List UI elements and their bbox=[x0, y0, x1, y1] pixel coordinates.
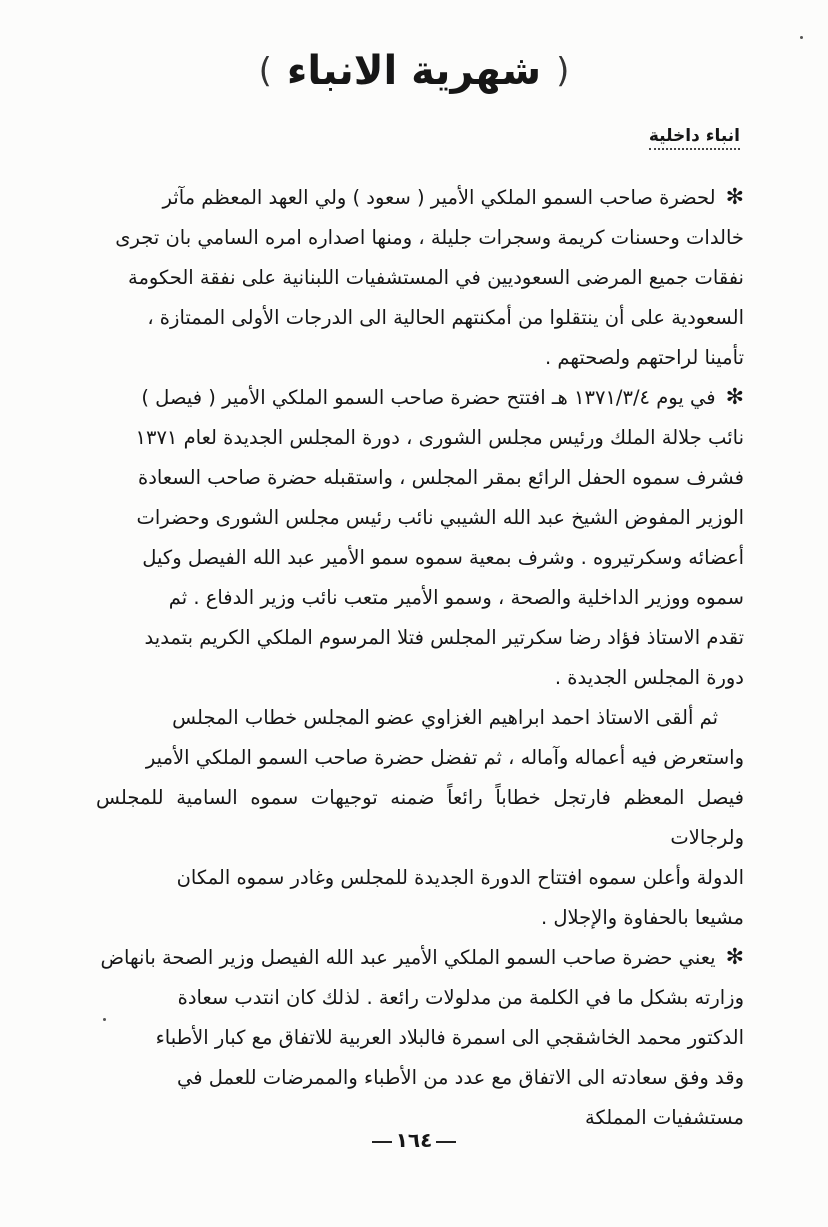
text-line: سموه ووزير الداخلية والصحة ، وسمو الأمير متعب نائب وزير الدفاع . ثم bbox=[168, 586, 744, 609]
text-line: نائب جلالة الملك ورئيس مجلس الشورى ، دورة المجلس الجديدة لعام ١٣٧١ bbox=[135, 426, 744, 449]
text-line: الدكتور محمد الخاشقجي الى اسمرة فالبلاد العربية للاتفاق مع كبار الأطباء bbox=[155, 1026, 744, 1049]
text-line: ثم ألقى الاستاذ احمد ابراهيم الغزاوي عضو المجلس خطاب المجلس bbox=[172, 706, 718, 729]
text-line: وقد وفق سعادته الى الاتفاق مع عدد من الأطباء والممرضات للعمل في bbox=[176, 1066, 744, 1089]
scan-speck bbox=[800, 36, 803, 39]
text-line: يعني حضرة صاحب السمو الملكي الأمير عبد الله الفيصل وزير الصحة بانهاض bbox=[100, 946, 716, 969]
scan-speck bbox=[103, 1018, 106, 1021]
title-bracket-open: ( bbox=[556, 51, 570, 91]
asterisk-icon: ✻ bbox=[725, 385, 744, 410]
text-line: تأمينا لراحتهم ولصحتهم . bbox=[544, 346, 744, 369]
text-line: الدولة وأعلن سموه افتتاح الدورة الجديدة للمجلس وغادر سموه المكان bbox=[176, 866, 744, 889]
title-bracket-close: ) bbox=[258, 51, 272, 91]
text-line: مشيعا بالحفاوة والإجلال . bbox=[540, 906, 744, 929]
text-line: نفقات جميع المرضى السعوديين في المستشفيات اللبنانية على نفقة الحكومة bbox=[128, 266, 744, 289]
page-number: ١٦٤ bbox=[395, 1128, 433, 1152]
text-line: مستشفيات المملكة bbox=[585, 1106, 744, 1129]
text-line: واستعرض فيه أعماله وآماله ، ثم تفضل حضرة صاحب السمو الملكي الأمير bbox=[145, 746, 744, 769]
asterisk-icon: ✻ bbox=[725, 945, 744, 970]
text-line: لحضرة صاحب السمو الملكي الأمير ( سعود ) ولي العهد المعظم مآثر bbox=[162, 186, 716, 209]
paragraph-4 bbox=[96, 938, 744, 1138]
text-line: السعودية على أن ينتقلوا من أمكنتهم الحالية الى الدرجات الأولى الممتازة ، bbox=[147, 306, 744, 329]
section-heading: انباء داخلية bbox=[649, 126, 740, 150]
text-line: فيصل المعظم فارتجل خطاباً رائعاً ضمنه توجيهات سموه السامية للمجلس ولرجالات bbox=[96, 786, 744, 849]
text-line: خالدات وحسنات كريمة وسجرات جليلة ، ومنها اصداره امره السامي بان تجرى bbox=[115, 226, 744, 249]
paragraph-2 bbox=[96, 378, 744, 698]
page-footer bbox=[0, 1128, 828, 1152]
text-line: تقدم الاستاذ فؤاد رضا سكرتير المجلس فتلا المرسوم الملكي الكريم بتمديد bbox=[144, 626, 744, 649]
text-line: فشرف سموه الحفل الرائع بمقر المجلس ، واستقبله حضرة صاحب السعادة bbox=[137, 466, 744, 489]
page-title: شهرية الانباء bbox=[286, 48, 542, 94]
text-line: دورة المجلس الجديدة . bbox=[554, 666, 744, 689]
footer-rule-right bbox=[436, 1141, 456, 1143]
text-line: في يوم ١٣٧١/٣/٤ هـ افتتح حضرة صاحب السمو الملكي الأمير ( فيصل ) bbox=[141, 386, 716, 409]
paragraph-3 bbox=[96, 698, 744, 938]
text-line: أعضائه وسكرتيروه . وشرف بمعية سموه سمو الأمير عبد الله الفيصل وكيل bbox=[142, 546, 744, 569]
text-line: الوزير المفوض الشيخ عبد الله الشيبي نائب رئيس مجلس الشورى وحضرات bbox=[136, 506, 744, 529]
article-body bbox=[96, 178, 744, 1138]
page-header bbox=[0, 48, 828, 120]
footer-rule-left bbox=[372, 1141, 392, 1143]
asterisk-icon: ✻ bbox=[725, 185, 744, 210]
paragraph-1 bbox=[96, 178, 744, 378]
text-line: وزارته بشكل ما في الكلمة من مدلولات رائعة . لذلك كان انتدب سعادة bbox=[177, 986, 744, 1009]
